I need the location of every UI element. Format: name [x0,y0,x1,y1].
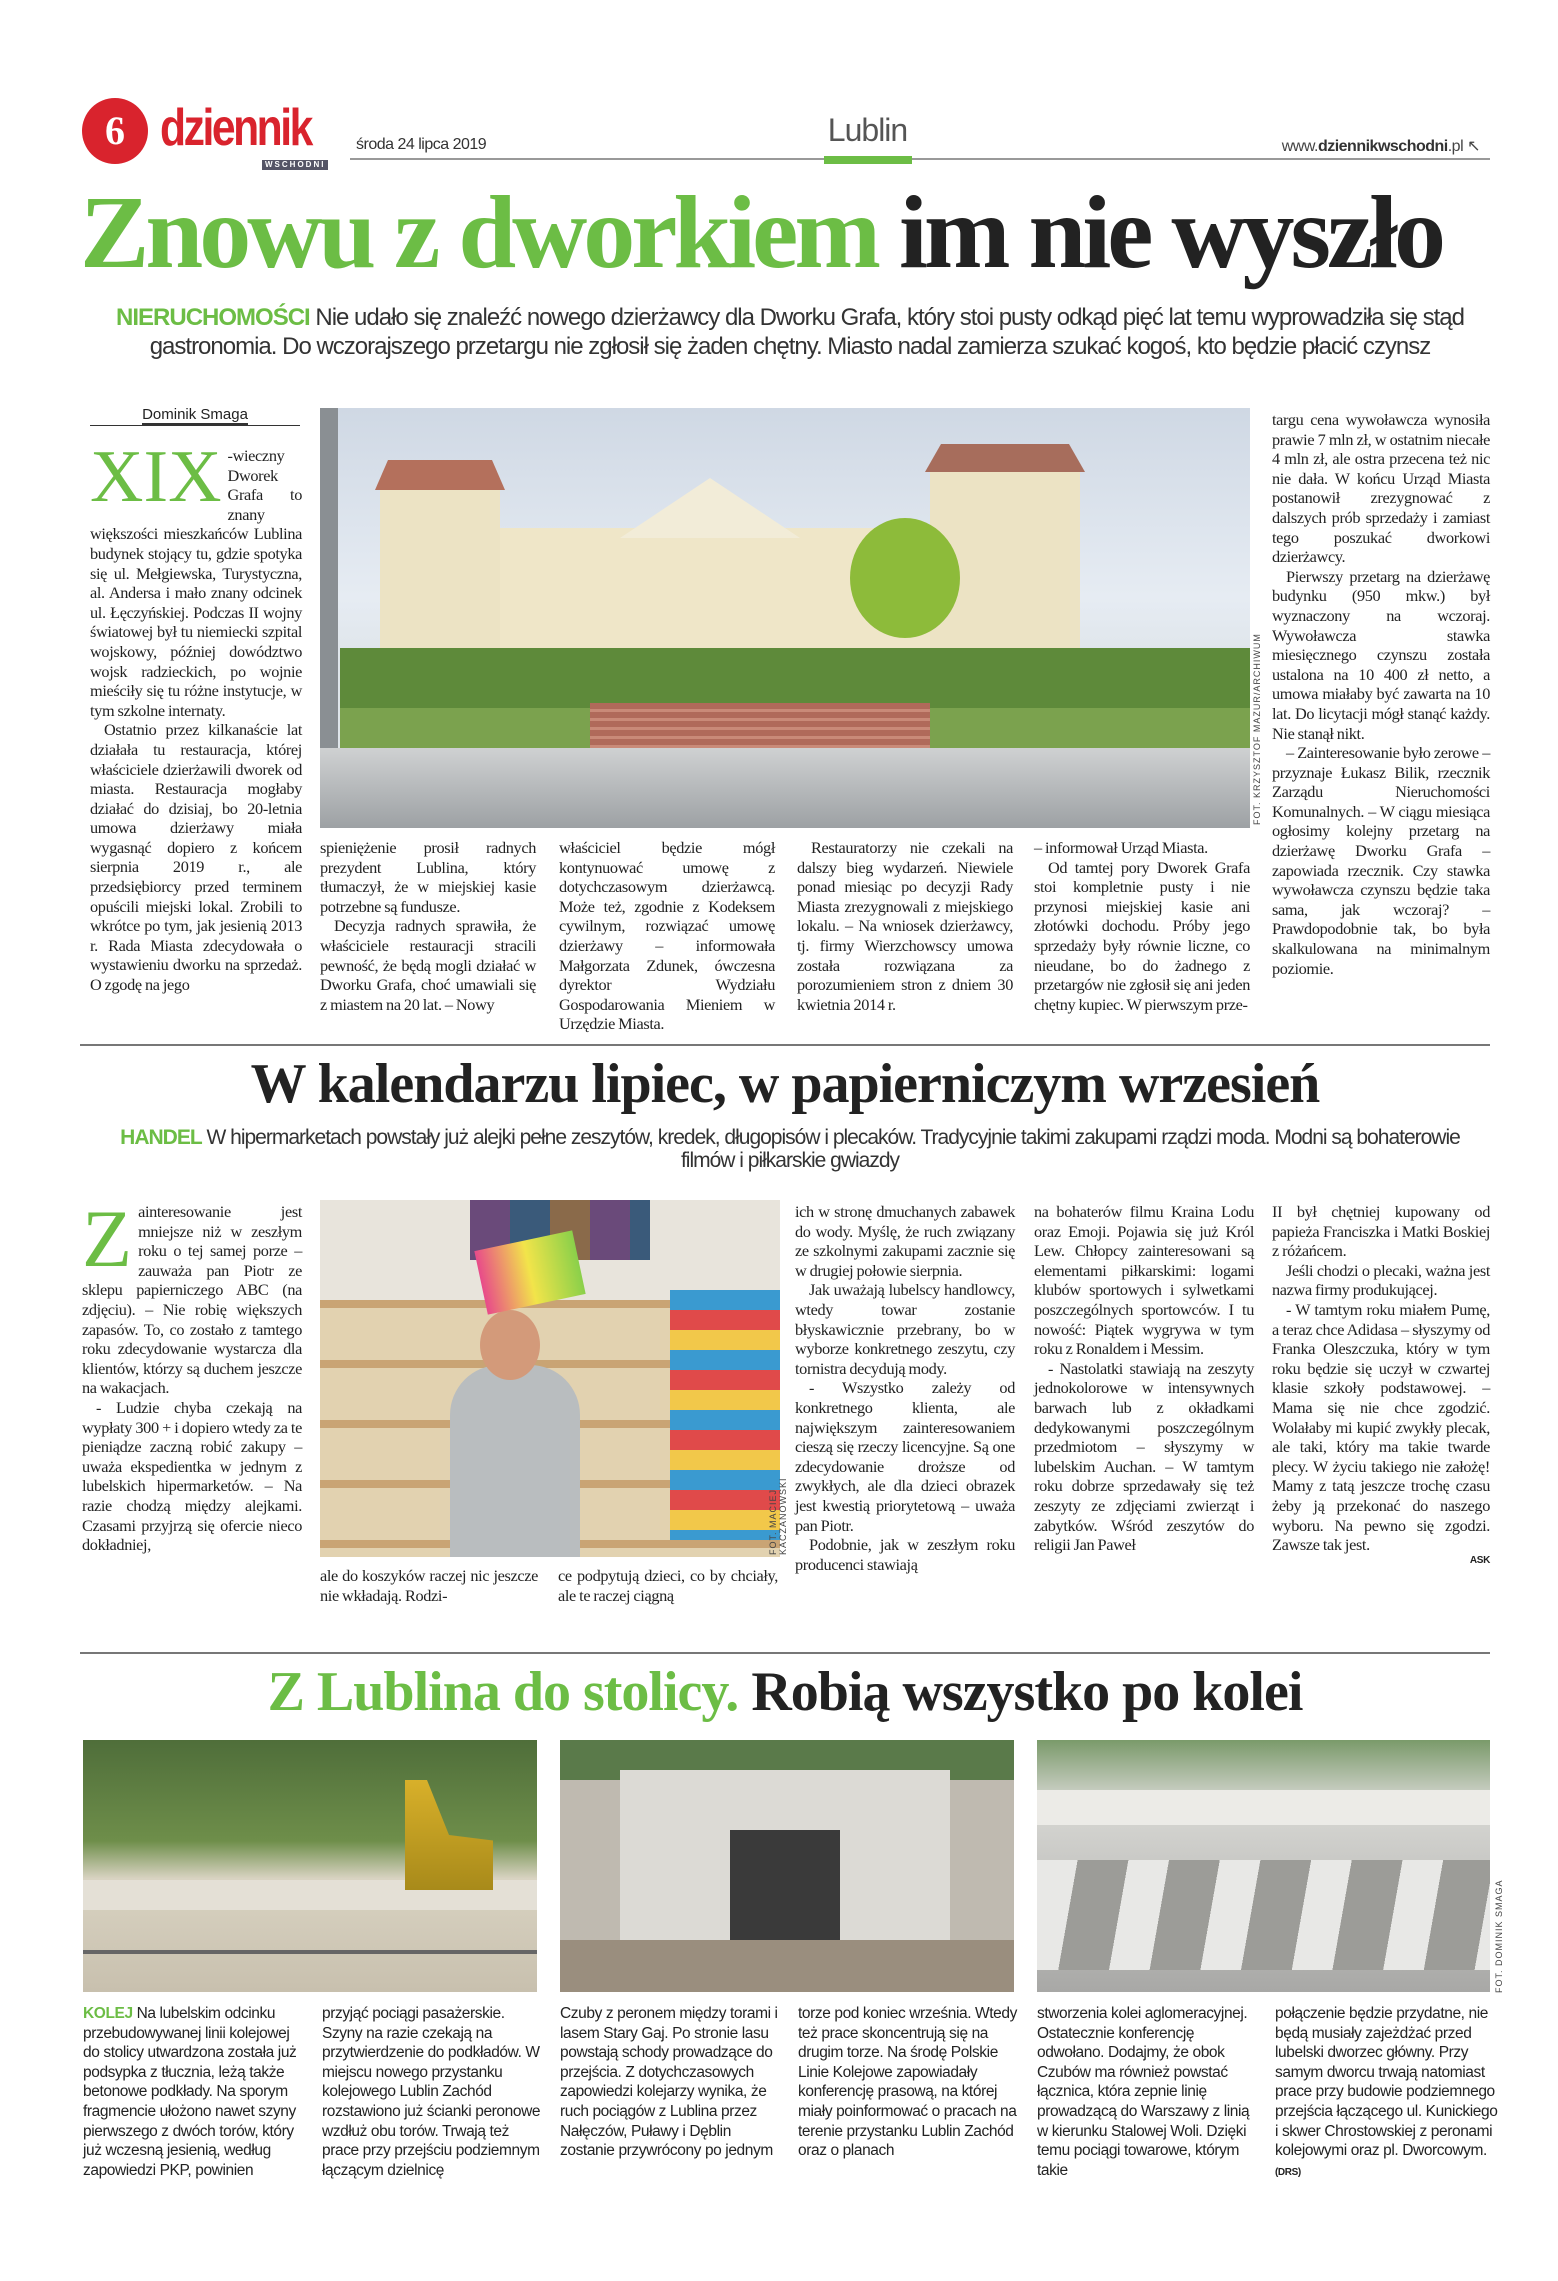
article2-headline: W kalendarzu lipiec, w papierniczym wrzesień [250,1053,1320,1115]
paragraph: targu cena wywoławcza wynosiła prawie 7 mln zł, w ostatnim niecałe 4 mln zł, ale ostra przecena też nic nie dała. W końcu Urząd Miasta postanowił zrezygnować z dalszych prób sprzedaży i zamiast tego poszukać dworkowi dzierżawcy. [1272,410,1490,567]
paragraph: Podobnie, jak w zeszłym roku producenci stawiają [795,1535,1015,1574]
author-name: Dominik Smaga [142,406,248,423]
article3-column-1 [83,2004,308,2180]
article1-column-3 [559,838,775,1034]
paragraph: - Wszystko zależy od konkretnego klienta, ale największym zainteresowaniem cieszą się rzeczy licencyjne. Są one zdecydowanie droższe od zwykłych, ale dla dzieci obrazek jest kwestią priorytetową – uważa pan Piotr. [795,1378,1015,1535]
underpass-photo [560,1740,1014,1992]
paragraph: Restauratorzy nie czekali na dalszy bieg wydarzeń. Niewiele ponad miesiąc po decyzji Rady Miasta zrezygnowali z miejskiego lokalu. – Na wniosek dzierżawcy, tj. firmy Wierzchowscy umowa została rozwiązana za porozumieniem stron z dniem 30 kwietnia 2014 r. [797,838,1013,1014]
rail [83,1950,537,1954]
article3-column-3: Czuby z peronem między torami i lasem Stary Gaj. Po stronie lasu powstają schody prowadzące do przejścia. Z dotychczasowych zapowiedzi kolejarzy wynika, że ruch pociągów z Lublina przez Nałęczów, Puławy i Dęblin zostanie przywrócony po jednym [560,2005,778,2160]
article2-column-5 [1034,1202,1254,1555]
paragraph: Decyzja radnych sprawiła, że właściciele restauracji stracili pewność, że będą mogli działać w Dworku Grafa, choć umawiali się z miastem na 20 lat. – Nowy [320,916,536,1014]
photo-credit: FOT. MACIEJ KACZANOWSKI [768,1477,788,1555]
tunnel-opening [730,1830,840,1940]
dropcap: Z [82,1193,133,1284]
paragraph: Pierwszy przetarg na dzierżawę budynku (950 mkw.) był wyznaczony na wczoraj. Wywoławcza stawka miesięcznego czynszu została ustalona na 10 400 zł netto, a umowa miałaby być zawarta na 10 lat. Do licytacji mógł stanąć każdy. Nie stanął nikt. [1272,566,1490,743]
photo-credit: FOT. KRZYSZTOF MAZUR/ARCHIWUM [1252,633,1262,825]
platform-wall [1037,1790,1490,1825]
article1-column-4 [797,838,1013,1014]
headline-black: im nie wyszło [898,175,1443,290]
newspaper-logo-sub: WSCHODNI [262,160,328,170]
headline-green: Z Lublina do stolicy. [267,1661,739,1723]
excavator [383,1780,493,1890]
tree [850,518,960,638]
lead-keyword: KOLEJ [83,2005,133,2022]
sleepers-photo [1037,1740,1490,1992]
lead-keyword: NIERUCHOMOŚCI [116,304,310,331]
photo-credit: FOT. DOMINIK SMAGA [1494,1879,1504,1993]
article2-column-4 [795,1202,1015,1574]
paragraph: Na lubelskim odcinku przebudowywanej linii kolejowej do stolicy utwardzona została już podsypka z tłucznia, leżą także betonowe podkłady. Na sporym fragmencie ułożono nawet szyny pierwszego z dwóch torów, który już wczesną jesienią, według zapowiedzi PKP, powinien [83,2005,297,2179]
paragraph: – Zainteresowanie było zerowe – przyznaje Łukasz Bilik, rzecznik Zarządu Nieruchomości Komunalnych. – W ciągu miesiąca ogłosimy kolejny przetarg na dzierżawę Dworku Grafa – zapowiada rzecznik. Czy stawka wywoławcza czynszu będzie taka sama, jak wczoraj? – Prawdopodobnie tak, bo była skalkulowana na minimalnym poziomie. [1272,743,1490,978]
article1-column-5 [1034,838,1250,1014]
man-shirt [450,1365,580,1557]
paragraph: – informował Urząd Miasta. [1034,838,1208,857]
paragraph: właściciel będzie mógł kontynuować umowę z dotychczasowym dzierżawcą. Może też, zgodnie z Kodeksem cywilnym, rozwiązać umowę dzierżawy – informowała Małgorzata Zdunek, ówczesna dyrektor Wydziału Gospodarowania Mieniem w Urzędzie Miasta. [559,838,775,1034]
paragraph: - W tamtym roku miałem Pumę, a teraz chce Adidasa – słyszymy od Franka Oleszczuka, który w tym roku będzie się uczył w czwartej klasie szkoły podstawowej. – Mama się nie chce zgodzić. Wolałaby mi kupić zwykły plecak, ale taki, który ma takie twarde plecy. W życiu takiego nie założę! Mamy z tatą jeszcze trochę czasu żeby ją przekonać do naszego wyboru. Na pewno się zgodzi. Zawsze tak jest. [1272,1299,1490,1555]
manor-photo [320,408,1250,828]
dropcap: XIX [90,436,222,518]
url-suffix: .pl [1447,138,1464,155]
paragraph: II był chętniej kupowany od papieża Franciszka i Matki Boskiej z różańcem. [1272,1202,1490,1261]
section-title: Lublin [827,112,908,148]
lead-keyword: HANDEL [120,1126,202,1149]
paragraph: ich w stronę dmuchanych zabawek do wody. Myślę, że ruch związany ze szkolnymi zakupami zacznie się w drugiej połowie sierpnia. [795,1202,1015,1280]
paragraph: połączenie będzie przydatne, nie będą musiały zajeżdżać przed lubelski dworzec główny. Przy samym dworcu trwają natomiast prace przy budowie podziemnego przejścia łączącego ul. Kunickiego i skwer Chrostowskiej z peronami kolejowymi oraz pl. Dworcowym. [1275,2005,1498,2160]
newspaper-logo: dziennik [160,99,311,157]
roof [375,460,505,490]
article2-column-6 [1272,1202,1490,1566]
author-signature: (DRS) [1275,2166,1301,2178]
cursor-icon: ↖ [1467,138,1480,155]
author-signature: ASK [1469,1554,1490,1566]
paragraph: ainteresowanie jest mniejsze niż w zeszłym roku o tej samej porze – zauważa pan Piotr ze sklepu papierniczego ABC (na zdjęciu). – Nie robię większych zapasów. To, co zostało z tamtego roku zdecydowanie wystarcza dla klientów, którzy są duchem jeszcze na wakacjach. [82,1202,302,1398]
section-divider [80,1044,1490,1046]
article3-column-2: przyjąć pociągi pasażerskie. Szyny na razie czekają na przytwierdzenie do podkładów. W miejscu nowego przystanku kolejowego Lublin Zachód rozstawiono już ścianki peronowe wzdłuż obu torów. Trwają też prace przy przejściu podziemnym łączącym dzielnicę [322,2005,541,2179]
stationery-shop-photo [320,1200,780,1557]
notebook-rack [670,1290,780,1540]
url-domain: dziennikwschodni [1317,138,1448,155]
article3-column-6 [1275,2004,1500,2180]
issue-date: środa 24 lipca 2019 [356,136,487,153]
paragraph: Jeśli chodzi o plecaki, ważna jest nazwa firmy produkującej. [1272,1260,1490,1300]
paragraph: - Ludzie chyba czekają na wypłaty 300 + i dopiero wtedy za te pieniądze zaczną robić zakupy – uważa ekspedientka w jednym z lubelskich hipermarketów. – Na razie chodzą między alejkami. Czasami przyjrzą się ofercie nieco dokładniej, [82,1397,302,1555]
paragraph: na bohaterów filmu Kraina Lodu oraz Emoji. Pojawia się już Król Lew. Chłopcy zainteresowani są elementami piłkarskimi: logami klubów sportowych i sylwetkami poszczególnych sportowców. I tu nowość: Piątek wygrywa w tym roku z Ronaldem i Messim. [1034,1202,1254,1359]
article3-column-4: torze pod koniec września. Wtedy też prace skoncentrują się na drugim torze. Na środę Polskie Linie Kolejowe zapowiadały konferencję prasową, na której miały poinformować o pracach na terenie przystanku Lublin Zachód oraz o planach [798,2005,1017,2160]
article1-column-2 [320,838,536,1014]
railway-works-photo [83,1740,537,1992]
headline-black: Robią wszystko po kolei [751,1661,1303,1723]
article1-column-6 [1272,410,1490,978]
article2-lead [110,1126,1470,1172]
article1-lead [95,303,1485,361]
article1-column-1 [90,436,302,995]
paragraph: Od tamtej pory Dworek Grafa stoi kompletnie pusty i nie przynosi miejskiej kasie ani złotówki dochodu. Próby jego sprzedaży były równie liczne, co nieudane, bo do żadnego z przetargów nie zgłosił się ani jeden chętny kupiec. W pierwszym prze- [1034,857,1250,1014]
road [320,748,1250,828]
article2-column-2 [320,1566,538,1605]
header-rule [350,158,1490,160]
section-underline [824,156,912,164]
paragraph: spieniężenie prosił radnych prezydent Lublina, który tłumaczył, że w miejskiej kasie potrzebne są fundusze. [320,838,536,916]
paragraph: Jak uważają lubelscy handlowcy, wtedy towar zostanie błyskawicznie przebrany, bo w wyborze konkretnego zeszytu, czy tornistra decydują mody. [795,1280,1015,1378]
article3-headline [80,1660,1490,1724]
lead-text: W hipermarketach powstały już alejki pełne zeszytów, kredek, długopisów i plecaków. Tradycyjnie takimi zakupami rządzi moda. Modni są bohaterowie filmów i piłkarskie gwiazdy [206,1126,1460,1172]
roof [925,444,1085,472]
paragraph: -wieczny Dworek Grafa to znany większości mieszkańców Lublina budynek stojący tu, gdzie spotyka się ul. Mełgiewska, Turystyczna, al. Andersa i mało znany odcinek ul. Łęczyńskiej. Podczas II wojny światowej był tu niemiecki szpital wojskowy, później dowództwo wojsk radzieckich, po wojnie mieściły się tu różne instytucje, w tym szkolne internaty. [90,446,302,720]
author-byline [90,406,300,426]
paragraph: ce podpytują dzieci, co by chciały, ale te raczej ciągną [558,1566,778,1605]
paragraph: ale do koszyków raczej nic jeszcze nie wkładają. Rodzi- [320,1566,538,1605]
page-number: 6 [82,98,148,164]
stairs [590,703,930,748]
article1-headline [80,176,1500,290]
man-head [480,1310,540,1380]
concrete-sleepers [1037,1860,1490,1970]
paragraph: Ostatnio przez kilkanaście lat działała tu restauracja, której właściciele dzierżawili dworek od miasta. Restauracja mogłaby działać do dzisiaj, bo 20-letnia umowa dzierżawy miała wygasnąć dopiero z końcem sierpnia 2019 r., ale przedsiębiorcy przed terminem opuścili miejski lokal. Zrobili to wkrótce po tym, jak jesienią 2013 r. Rada Miasta zdecydowała o wystawieniu dworku na sprzedaż. O zgodę na jego [90,720,302,995]
ground [560,1940,1014,1992]
pediment [620,478,800,538]
website-link[interactable] [1282,136,1480,156]
article2-column-3 [558,1566,778,1605]
article2-column-1 [82,1193,302,1555]
url-prefix: www. [1281,138,1318,155]
article3-column-5: stworzenia kolei aglomeracyjnej. Ostatecznie konferencję odwołano. Dodajmy, że obok Czubów ma również powstać łącznica, która zepnie linię prowadzącą do Warszawy z linią w kierunku Stalowej Woli. Dzięki temu pociągi towarowe, którym takie [1037,2005,1250,2179]
section-divider [80,1652,1490,1654]
headline-green: Znowu z dworkiem [80,175,877,290]
paragraph: - Nastolatki stawiają na zeszyty jednokolorowe w intensywnych barwach lub z okładkami dedykowanymi poszczególnym przedmiotom – słyszymy w lubelskim Auchan. – W tamtym roku dobrze sprzedawały się też zeszyty ze zdjęciami zwierząt i zabytków. Wśród zeszytów do religii Jan Paweł [1034,1358,1254,1555]
lead-text: Nie udało się znaleźć nowego dzierżawcy dla Dworku Grafa, który stoi pusty odkąd pięć lat temu wyprowadziła się stąd gastronomia. Do wczorajszego przetargu nie zgłosił się żaden chętny. Miasto nadal zamierza szukać kogoś, kto będzie płacić czynsz [149,304,1464,360]
